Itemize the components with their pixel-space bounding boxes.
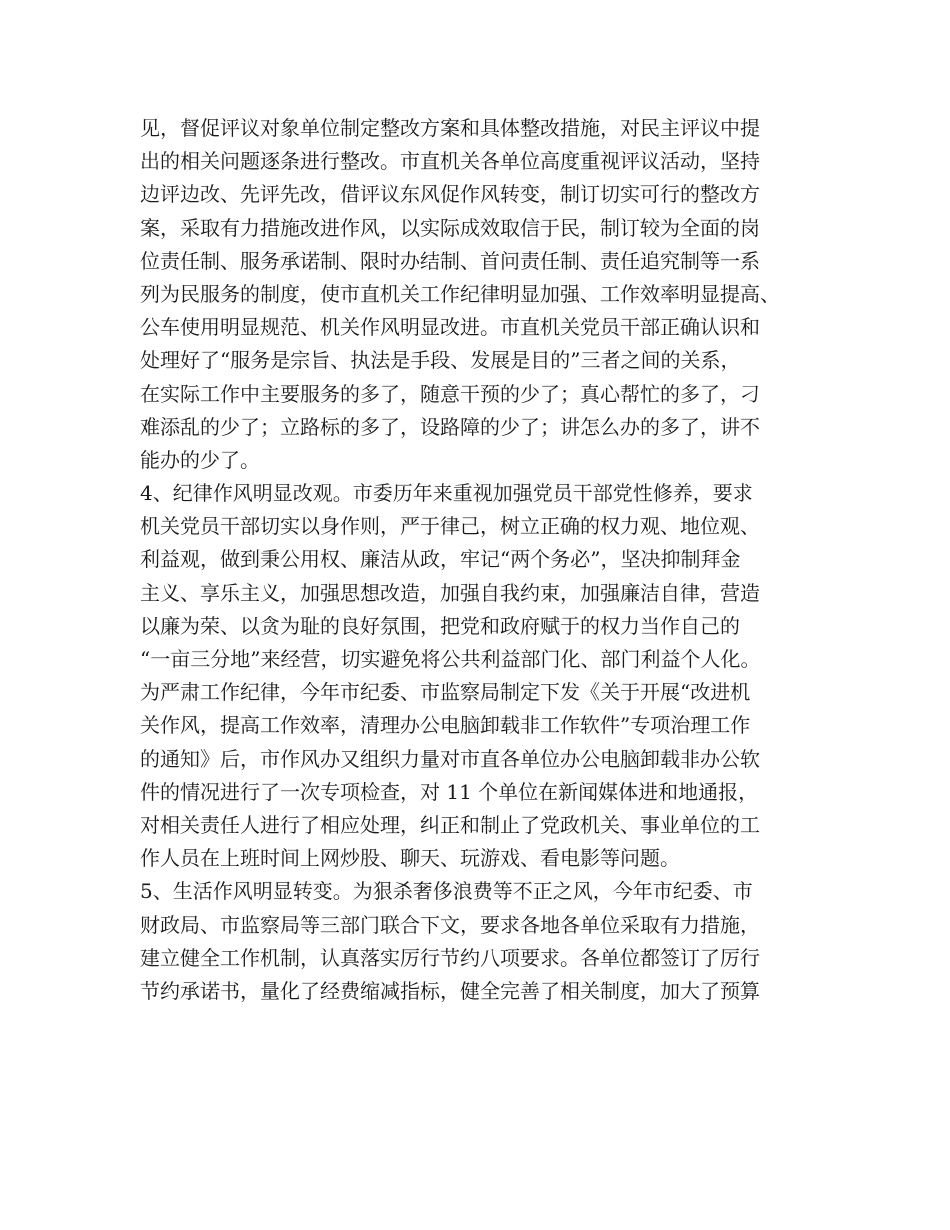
text-line: 为严肃工作纪律，今年市纪委、市监察局制定下发《关于开展“改进机 <box>140 680 751 705</box>
text-line: 位责任制、服务承诺制、限时办结制、首问责任制、责任追究制等一系 <box>140 248 760 273</box>
text-line: 出的相关问题逐条进行整改。市直机关各单位高度重视评议活动，坚持 <box>140 149 760 174</box>
text-line: 案，采取有力措施改进作风，以实际成效取信于民，制订较为全面的岗 <box>140 215 760 240</box>
document-body <box>140 112 830 1008</box>
text-line: 对相关责任人进行了相应处理，纠正和制止了党政机关、事业单位的工 <box>140 812 760 837</box>
text-line: 边评边改、先评先改，借评议东风促作风转变，制订切实可行的整改方 <box>140 182 760 207</box>
text-line: 主义、享乐主义，加强思想改造，加强自我约束，加强廉洁自律，营造 <box>140 580 760 605</box>
text-line: 以廉为荣、以贪为耻的良好氛围，把党和政府赋于的权力当作自己的 <box>140 613 740 638</box>
text-line: 在实际工作中主要服务的多了，随意干预的少了；真心帮忙的多了，刁 <box>140 381 760 406</box>
text-line: 公车使用明显规范、机关作风明显改进。市直机关党员干部正确认识和 <box>140 315 760 340</box>
text-line: 见，督促评议对象单位制定整改方案和具体整改措施，对民主评议中提 <box>140 116 760 140</box>
text-line: 处理好了“服务是宗旨、执法是手段、发展是目的”三者之间的关系， <box>140 348 741 373</box>
text-line: 的通知》后，市作风办又组织力量对市直各单位办公电脑卸载非办公软 <box>140 746 760 771</box>
text-line: 能办的少了。 <box>140 447 260 472</box>
text-line: 建立健全工作机制，认真落实厉行节约八项要求。各单位都签订了厉行 <box>140 945 760 970</box>
text-line: 关作风，提高工作效率，清理办公电脑卸载非工作软件”专项治理工作 <box>140 713 751 738</box>
text-line: 5、生活作风明显转变。为狠杀奢侈浪费等不正之风，今年市纪委、市 <box>140 879 753 904</box>
text-line: 机关党员干部切实以身作则，严于律己，树立正确的权力观、地位观、 <box>140 514 760 539</box>
text-line: “一亩三分地”来经营，切实避免将公共利益部门化、部门利益个人化。 <box>140 647 761 671</box>
text-line: 难添乱的少了；立路标的多了，设路障的少了；讲怎么办的多了，讲不 <box>140 414 760 439</box>
text-line: 节约承诺书，量化了经费缩减指标，健全完善了相关制度，加大了预算 <box>140 978 760 1003</box>
text-line: 作人员在上班时间上网炒股、聊天、玩游戏、看电影等问题。 <box>140 846 680 871</box>
text-line: 列为民服务的制度，使市直机关工作纪律明显加强、工作效率明显提高、 <box>140 281 780 306</box>
text-line: 财政局、市监察局等三部门联合下文，要求各地各单位采取有力措施， <box>140 912 760 937</box>
text-line: 件的情况进行了一次专项检查，对 11 个单位在新闻媒体进和地通报， <box>140 779 759 804</box>
text-line: 利益观，做到秉公用权、廉洁从政，牢记“两个务必”，坚决抑制拜金 <box>140 547 741 572</box>
text-line: 4、纪律作风明显改观。市委历年来重视加强党员干部党性修养，要求 <box>140 481 753 506</box>
